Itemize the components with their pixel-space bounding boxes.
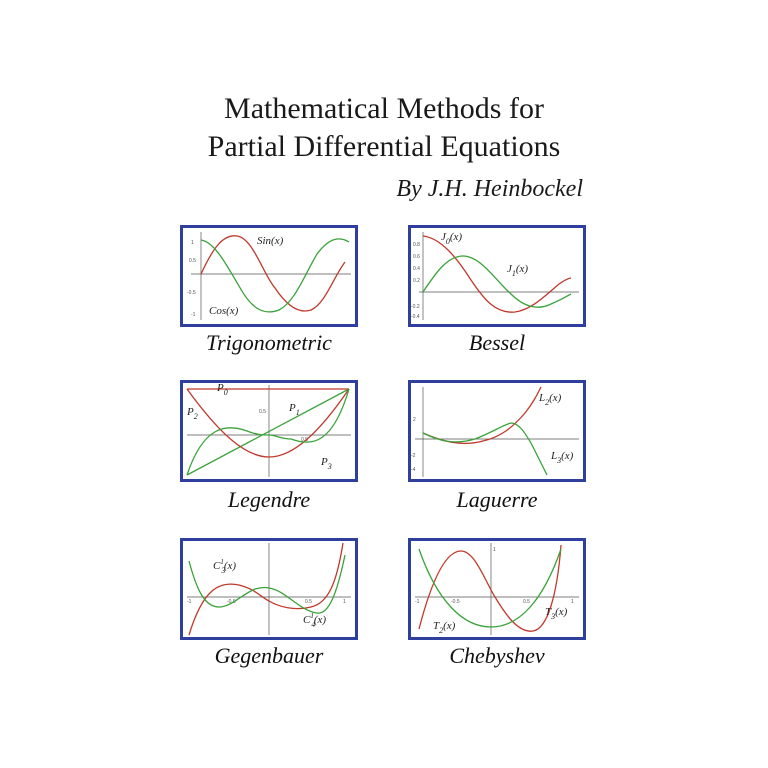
- svg-text:-0.4: -0.4: [411, 314, 420, 320]
- j1-label: $J_1(x)$: [507, 263, 529, 278]
- cos-label: Cos(x): [209, 305, 239, 317]
- author: By J.H. Heinbockel: [396, 176, 583, 202]
- p1-label: $P_1$: [289, 402, 300, 417]
- svg-text:-1: -1: [415, 599, 420, 605]
- j0-curve: [423, 236, 571, 312]
- svg-text:-0.5: -0.5: [187, 290, 196, 296]
- t3-curve: [419, 545, 561, 631]
- svg-text:-2: -2: [411, 453, 416, 459]
- cos-curve: [201, 239, 349, 312]
- p3-label: $P_3$: [321, 456, 332, 471]
- svg-text:0.5: 0.5: [305, 599, 312, 605]
- svg-text:0.5: 0.5: [259, 409, 266, 415]
- svg-text:1: 1: [571, 599, 574, 605]
- p0-label: $P_0$: [217, 383, 228, 397]
- legendre-graph: [183, 383, 355, 479]
- svg-text:0.2: 0.2: [413, 278, 420, 284]
- caption-trigonometric: Trigonometric: [206, 330, 332, 355]
- p2-label: $P_2$: [187, 406, 198, 421]
- bessel-graph: [411, 228, 583, 324]
- c3-label: $C_31(x)$: [213, 558, 237, 575]
- caption-gegenbauer: Gegenbauer: [214, 643, 324, 668]
- svg-text:0.6: 0.6: [413, 254, 420, 260]
- laguerre-graph: [411, 383, 583, 479]
- p2-curve: [187, 389, 349, 457]
- t2-label: $T_2(x)$: [433, 620, 456, 635]
- title-line-1: Mathematical Methods for: [224, 92, 544, 125]
- svg-text:1: 1: [343, 599, 346, 605]
- l3-curve: [423, 423, 547, 475]
- svg-text:-1: -1: [187, 599, 192, 605]
- svg-text:2: 2: [413, 417, 416, 423]
- chebyshev-plot: [408, 538, 586, 640]
- j1-curve: [423, 256, 571, 307]
- c4-label: $C_41(x)$: [303, 612, 327, 629]
- svg-text:0.5: 0.5: [189, 258, 196, 264]
- svg-text:-4: -4: [411, 467, 416, 473]
- chebyshev-graph: [411, 541, 583, 637]
- title-line-2: Partial Differential Equations: [207, 130, 561, 163]
- svg-text:1: 1: [493, 547, 496, 553]
- legendre-plot: [180, 380, 358, 482]
- caption-laguerre: Laguerre: [456, 487, 538, 512]
- gegenbauer-graph: [183, 541, 355, 637]
- l2-label: $L_2(x)$: [539, 392, 562, 407]
- j0-label: $J_0(x)$: [441, 231, 463, 246]
- svg-text:0.8: 0.8: [413, 242, 420, 248]
- caption-legendre: Legendre: [227, 487, 311, 512]
- svg-text:0.4: 0.4: [413, 266, 420, 272]
- caption-chebyshev: Chebyshev: [449, 643, 545, 668]
- svg-text:-0.2: -0.2: [411, 304, 420, 310]
- svg-text:0.5: 0.5: [301, 437, 308, 443]
- svg-text:-1: -1: [191, 312, 196, 318]
- t3-label: $T_3(x)$: [545, 606, 568, 621]
- laguerre-plot: [408, 380, 586, 482]
- svg-text:-0.5: -0.5: [227, 599, 236, 605]
- trigonometric-plot: [180, 225, 358, 327]
- l3-label: $L_3(x)$: [551, 450, 574, 465]
- sin-label: Sin(x): [257, 235, 284, 247]
- svg-text:-0.5: -0.5: [451, 599, 460, 605]
- svg-text:1: 1: [191, 240, 194, 246]
- trigonometric-graph: [183, 228, 355, 324]
- svg-text:0.5: 0.5: [523, 599, 530, 605]
- gegenbauer-plot: [180, 538, 358, 640]
- bessel-plot: [408, 225, 586, 327]
- book-title: [0, 90, 768, 166]
- caption-bessel: Bessel: [468, 330, 526, 355]
- l2-curve: [423, 387, 541, 443]
